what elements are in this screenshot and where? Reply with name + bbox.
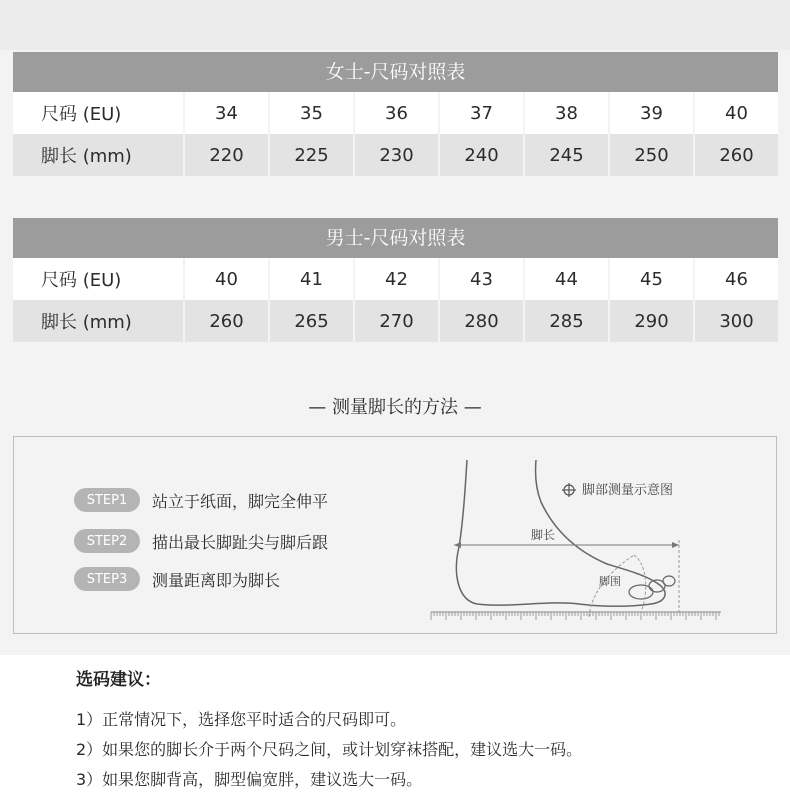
step-badge: STEP1 [74, 488, 140, 512]
men-size-table [13, 218, 778, 342]
step-1 [74, 488, 328, 512]
table-cell: 44 [523, 258, 608, 300]
ruler-ticks [431, 612, 719, 620]
arrow-head-left [454, 542, 461, 548]
table-cell: 260 [693, 134, 778, 176]
row-label: 尺码 (EU) [41, 104, 122, 125]
men-length-row [13, 300, 778, 342]
table-cell: 40 [183, 258, 268, 300]
table-cell: 245 [523, 134, 608, 176]
table-cell: 220 [183, 134, 268, 176]
men-table-title: 男士-尺码对照表 [13, 218, 778, 258]
table-cell: 36 [353, 92, 438, 134]
table-cell: 240 [438, 134, 523, 176]
step-text: 站立于纸面，脚完全伸平 [152, 491, 329, 511]
women-size-table [13, 52, 778, 176]
length-label: 脚长 [531, 528, 556, 542]
foot-outline [456, 460, 665, 606]
girth-arc [634, 555, 646, 612]
size-advice-section [0, 655, 790, 805]
table-cell: 37 [438, 92, 523, 134]
table-cell: 46 [693, 258, 778, 300]
table-cell: 35 [268, 92, 353, 134]
table-cell: 285 [523, 300, 608, 342]
step-2 [74, 529, 328, 553]
table-cell: 280 [438, 300, 523, 342]
men-size-row [13, 258, 778, 300]
step-badge: STEP2 [74, 529, 140, 553]
table-cell: 270 [353, 300, 438, 342]
women-length-row [13, 134, 778, 176]
table-cell: 45 [608, 258, 693, 300]
table-cell: 290 [608, 300, 693, 342]
advice-item: 3）如果您脚背高，脚型偏宽胖，建议选大一码。 [76, 770, 423, 789]
girth-label: 脚围 [599, 575, 621, 588]
toe [663, 576, 675, 586]
table-cell: 40 [693, 92, 778, 134]
row-label: 尺码 (EU) [41, 270, 122, 291]
table-cell: 43 [438, 258, 523, 300]
advice-item: 2）如果您的脚长介于两个尺码之间，或计划穿袜搭配，建议选大一码。 [76, 740, 583, 759]
table-cell: 260 [183, 300, 268, 342]
step-badge: STEP3 [74, 567, 140, 591]
table-cell: 265 [268, 300, 353, 342]
advice-heading: 选码建议： [76, 670, 161, 690]
advice-item: 1）正常情况下，选择您平时适合的尺码即可。 [76, 710, 407, 729]
method-title: — 测量脚长的方法 — [308, 397, 482, 418]
table-cell: 300 [693, 300, 778, 342]
table-cell: 42 [353, 258, 438, 300]
table-cell: 225 [268, 134, 353, 176]
top-band [0, 0, 790, 50]
step-3 [74, 567, 280, 591]
step-text: 描出最长脚趾尖与脚后跟 [152, 532, 329, 552]
row-label: 脚长 (mm) [41, 146, 132, 167]
diagram-legend: 脚部测量示意图 [582, 483, 674, 498]
table-cell: 39 [608, 92, 693, 134]
foot-measurement-diagram [429, 452, 729, 622]
row-label: 脚长 (mm) [41, 312, 132, 333]
women-size-row [13, 92, 778, 134]
women-table-title: 女士-尺码对照表 [13, 52, 778, 92]
table-cell: 230 [353, 134, 438, 176]
table-cell: 250 [608, 134, 693, 176]
crosshair-icon [562, 483, 576, 497]
table-cell: 34 [183, 92, 268, 134]
table-cell: 38 [523, 92, 608, 134]
measurement-method-box [13, 436, 777, 634]
arrow-head-right [672, 542, 679, 548]
table-cell: 41 [268, 258, 353, 300]
step-text: 测量距离即为脚长 [152, 570, 281, 590]
